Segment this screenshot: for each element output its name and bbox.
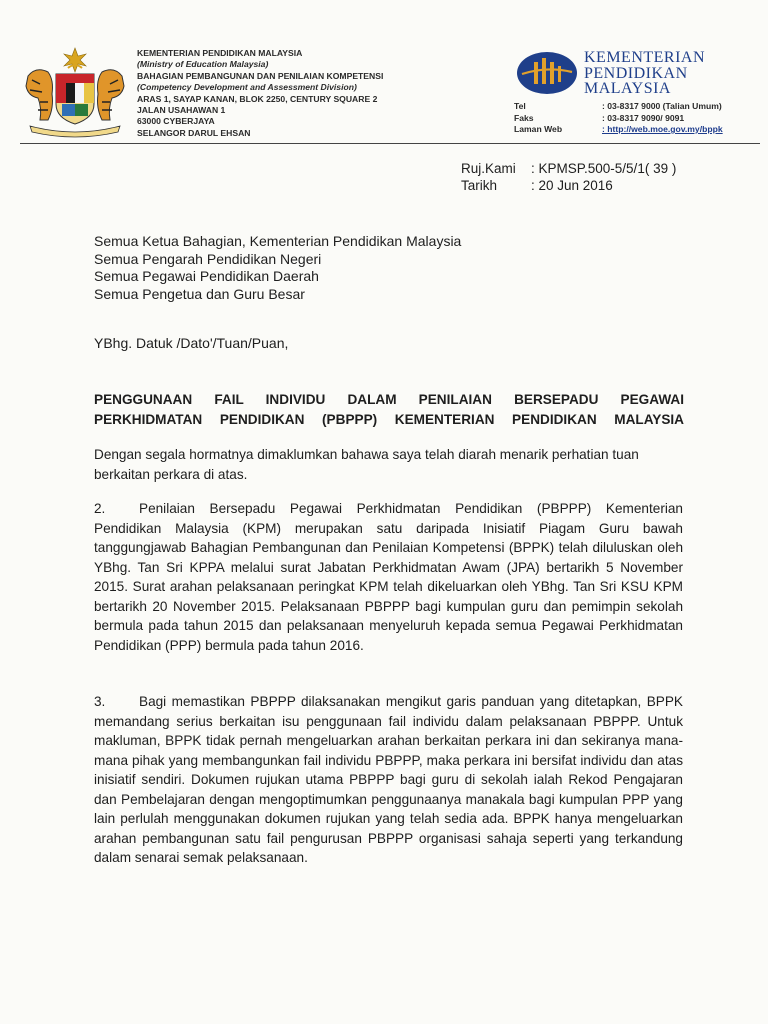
crest-star-icon [64, 48, 86, 72]
reference-block [461, 160, 676, 194]
crest-right-tiger-icon [98, 70, 125, 120]
subject-line-2: PERKHIDMATAN PENDIDIKAN (PBPPP) KEMENTERIAN PENDIDIKAN MALAYSIA [94, 411, 684, 427]
kpm-logo-line-2: PENDIDIKAN [584, 64, 688, 82]
recipient-line: Semua Pengarah Pendidikan Negeri [94, 250, 322, 267]
contact-value: : 03-8317 9090/ 9091 [602, 112, 685, 123]
recipient-line: Semua Pegawai Pendidikan Daerah [94, 268, 319, 285]
date-value: : 20 Jun 2016 [531, 178, 613, 193]
division-name: BAHAGIAN PEMBANGUNAN DAN PENILAIAN KOMPETENSI [137, 70, 384, 81]
header-divider [20, 143, 760, 144]
address-line-1: ARAS 1, SAYAP KANAN, BLOK 2250, CENTURY SQUARE 2 [137, 93, 378, 104]
address-line-4: SELANGOR DARUL EHSAN [137, 127, 251, 138]
recipients-block [94, 233, 461, 303]
reference-value: : KPMSP.500-5/5/1( 39 ) [531, 161, 677, 176]
contact-label: Laman Web [514, 124, 563, 134]
recipient-line: Semua Ketua Bahagian, Kementerian Pendidikan Malaysia [94, 233, 462, 249]
paragraph-text: Penilaian Bersepadu Pegawai Perkhidmatan Pendidikan (PBPPP) Kementerian Pendidikan Malaysia (KPM) merupakan satu daripada Inisiatif Piagam Guru bawah tanggungjawab Bahagian Pembangunan dan Penilaian Kompetensi (BPPK) telah diluluskan oleh YBhg. Tan Sri KPPA melalui surat Jabatan Perkhidmatan Awam (JPA) bertarikh 5 November 2015. Surat arahan pelaksanaan peringkat KPM telah dikeluarkan oleh YBhg. Tan Sri KSU KPM bertarikh 20 November 2015. Pelaksanaan PBPPP bagi kumpulan guru dan pemimpin sekolah bermula pada tahun 2015 dan pelaksanaan menyeluruh kepada semua Pegawai Perkhidmatan Pendidikan (PPP) bermula pada tahun 2016. [94, 501, 683, 653]
paragraph-2 [94, 499, 683, 655]
crest-left-tiger-icon [26, 70, 53, 120]
salutation: YBhg. Datuk /Dato'/Tuan/Puan, [94, 335, 289, 351]
kpm-logo-line-1: KEMENTERIAN [584, 49, 706, 66]
contact-block [514, 101, 723, 136]
crest-shield-icon [56, 74, 94, 124]
address-line-2: JALAN USAHAWAN 1 [137, 105, 226, 116]
ministry-name: KEMENTERIAN PENDIDIKAN MALAYSIA [137, 48, 303, 58]
reference-number-row [461, 160, 676, 177]
kpm-logo-text [584, 50, 705, 97]
contact-label: Tel [514, 101, 526, 111]
contact-row-web [514, 124, 723, 136]
address-line-3: 63000 CYBERJAYA [137, 116, 215, 127]
website-link[interactable]: : http://web.moe.gov.my/bppk [602, 124, 723, 134]
subject-heading [94, 390, 684, 429]
paragraph-number: 3. [94, 694, 106, 709]
contact-value: : 03-8317 9000 (Talian Umum) [602, 101, 722, 111]
date-row [461, 177, 676, 194]
paragraph-number: 2. [94, 501, 106, 516]
paragraph-text: Bagi memastikan PBPPP dilaksanakan mengikut garis panduan yang ditetapkan, BPPK memandang serius berkaitan isu penggunaan fail individu dalam pelaksanaan PBPPP. Untuk makluman, BPPK tidak pernah mengeluarkan arahan berkaitan perkara ini dan sekiranya mana-mana pihak yang membangunkan fail individu PBPPP, maka perkara ini bersifat individu dan atas inisiatif sendiri. Dokumen rujukan utama PBPPP bagi guru di sekolah ialah Rekod Pengajaran dan Pembelajaran dengan mengoptimumkan penggunaanya manakala bagi kumpulan PPP yang lain perlulah menggunakan dokumen rujukan yang telah sedia ada. BPPK hanya mengeluarkan arahan pembangunan satu fail pengurusan PBPPP organisasi sahaja seperti yang terkandung dalam senarai semak pelaksanaan. [94, 694, 683, 865]
contact-label: Faks [514, 112, 534, 123]
reference-label: Ruj.Kami [461, 161, 516, 176]
division-name-english: (Competency Development and Assessment Division) [137, 82, 357, 93]
subject-line-1: PENGGUNAAN FAIL INDIVIDU DALAM PENILAIAN BERSEPADU PEGAWAI [94, 392, 684, 407]
paragraph-3 [94, 692, 683, 868]
paragraph-1: Dengan segala hormatnya dimaklumkan bahawa saya telah diarah menarik perhatian tuan berkaitan perkara di atas. [94, 447, 639, 482]
malaysia-coat-of-arms-icon [20, 46, 130, 138]
ministry-name-english: (Ministry of Education Malaysia) [137, 59, 269, 70]
kpm-logo-line-3: MALAYSIA [584, 80, 671, 97]
ministry-address-block [137, 48, 437, 139]
recipient-line: Semua Pengetua dan Guru Besar [94, 285, 305, 302]
contact-row-tel [514, 101, 723, 113]
kpm-logo-icon [516, 50, 578, 96]
date-label: Tarikh [461, 178, 498, 193]
contact-row-fax [514, 113, 723, 125]
